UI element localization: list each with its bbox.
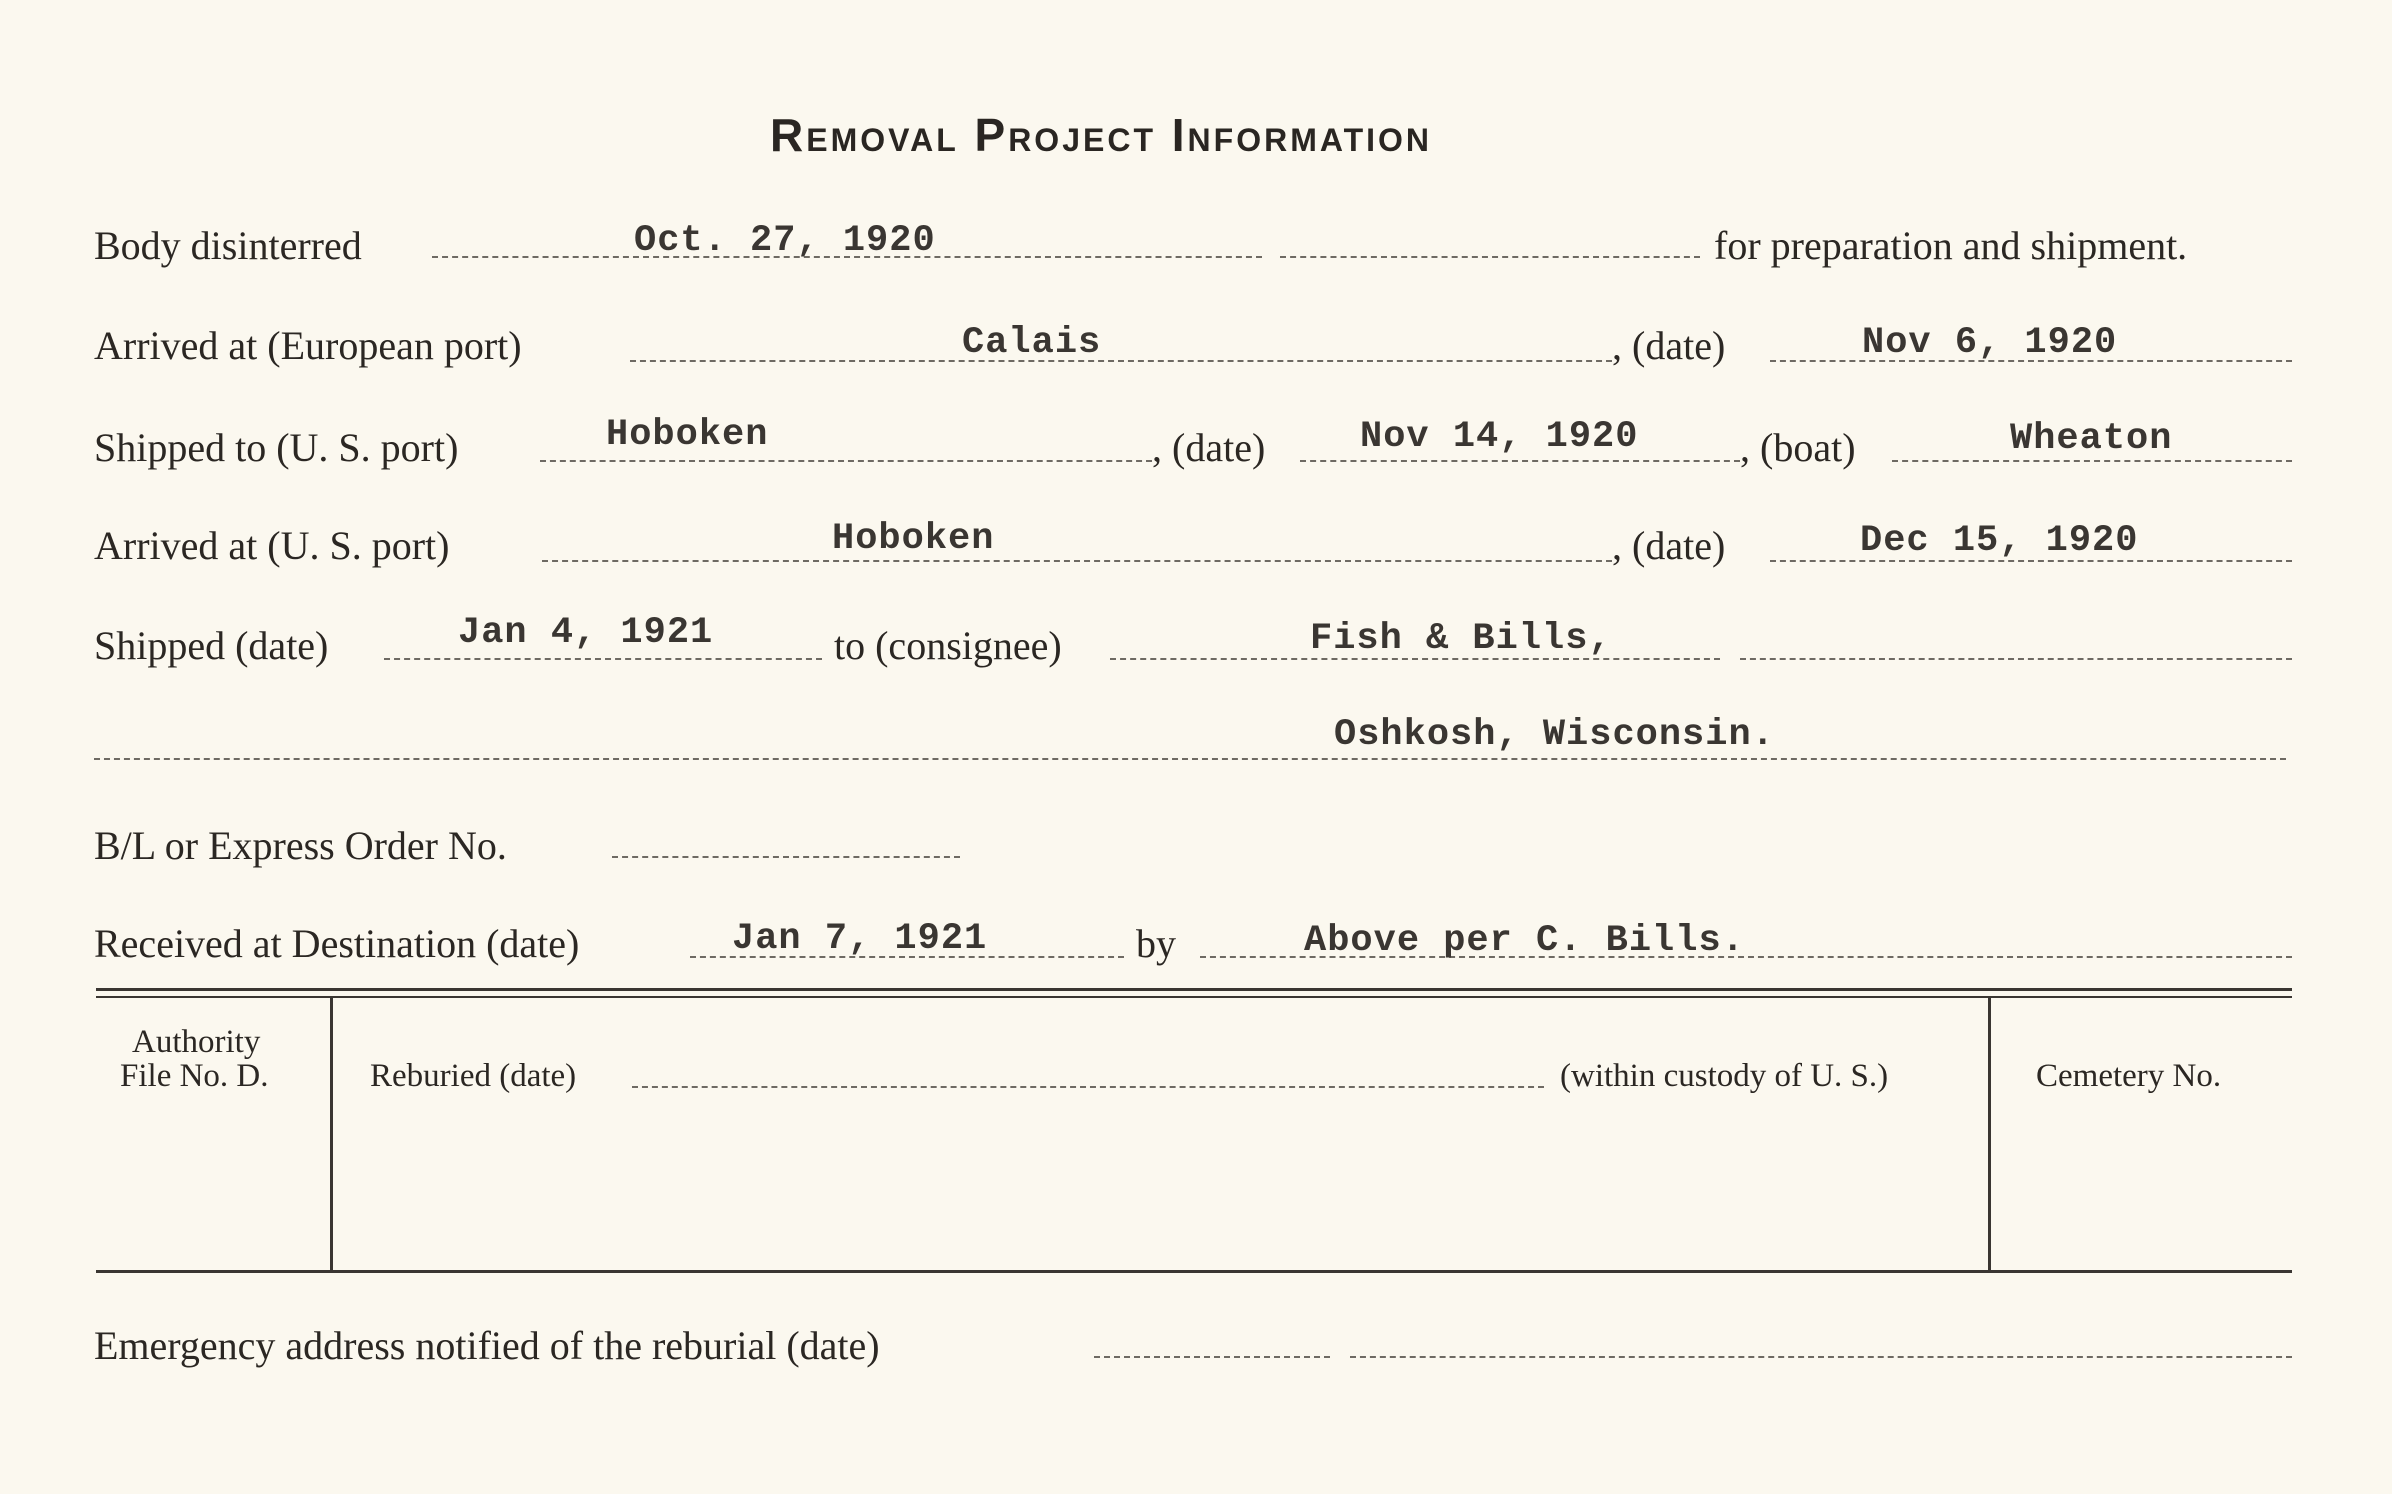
table-top-rule-2 — [96, 996, 2292, 998]
arrived-us-label: Arrived at (U. S. port) — [94, 523, 450, 568]
page-title: Removal Project Information — [770, 109, 1433, 161]
reburied-line — [632, 1086, 1544, 1088]
boat-line — [1892, 460, 2292, 462]
reburied-label: Reburied (date) — [370, 1058, 577, 1094]
us-shipped-date-line — [1300, 460, 1740, 462]
table-bottom-rule — [96, 1270, 2292, 1273]
boat-value[interactable]: Wheaton — [2010, 418, 2173, 460]
authority-label-line1: Authority — [132, 1024, 261, 1060]
us-arrived-date-label: , (date) — [1612, 523, 1726, 568]
consignee-value[interactable]: Fish & Bills, — [1310, 618, 1612, 660]
consignee-line-2 — [1740, 658, 2292, 660]
shipped-date-value[interactable]: Jan 4, 1921 — [458, 612, 714, 654]
shipped-date-line — [384, 658, 822, 660]
european-port-line — [630, 360, 1612, 362]
emergency-line-2 — [1350, 1356, 2292, 1358]
european-port-value[interactable]: Calais — [962, 322, 1102, 364]
us-port-arrived-value[interactable]: Hoboken — [832, 518, 995, 560]
arrived-european-label: Arrived at (European port) — [94, 323, 522, 368]
consignee-address-value[interactable]: Oshkosh, Wisconsin. — [1334, 714, 1775, 756]
us-shipped-date-label: , (date) — [1152, 425, 1266, 470]
european-date-value[interactable]: Nov 6, 1920 — [1862, 322, 2118, 364]
to-consignee-label: to (consignee) — [834, 623, 1062, 668]
received-date-value[interactable]: Jan 7, 1921 — [732, 918, 988, 960]
emergency-line — [1094, 1356, 1330, 1358]
consignee-address-line — [94, 758, 2286, 760]
emergency-label: Emergency address notified of the reburial (date) — [94, 1323, 880, 1368]
by-label: by — [1136, 921, 1176, 966]
within-custody-label: (within custody of U. S.) — [1560, 1058, 1889, 1094]
us-port-shipped-value[interactable]: Hoboken — [606, 414, 769, 456]
body-disinterred-label: Body disinterred — [94, 223, 362, 268]
table-divider-left — [330, 998, 333, 1270]
for-preparation-label: for preparation and shipment. — [1714, 223, 2188, 268]
received-label: Received at Destination (date) — [94, 921, 580, 966]
bl-line — [612, 856, 960, 858]
table-top-rule — [96, 988, 2292, 991]
us-port-shipped-line — [540, 460, 1152, 462]
shipped-date-label: Shipped (date) — [94, 623, 329, 668]
us-arrived-date-value[interactable]: Dec 15, 1920 — [1860, 520, 2139, 562]
cemetery-label: Cemetery No. — [2036, 1058, 2222, 1094]
body-disinterred-value[interactable]: Oct. 27, 1920 — [634, 220, 936, 262]
us-shipped-date-value[interactable]: Nov 14, 1920 — [1360, 416, 1639, 458]
us-port-arrived-line — [542, 560, 1612, 562]
bl-label: B/L or Express Order No. — [94, 823, 507, 868]
authority-label-line2: File No. D. — [120, 1058, 269, 1094]
european-date-label: , (date) — [1612, 323, 1726, 368]
boat-label: , (boat) — [1740, 425, 1856, 470]
table-divider-right — [1988, 998, 1991, 1270]
shipped-to-label: Shipped to (U. S. port) — [94, 425, 459, 470]
received-by-value[interactable]: Above per C. Bills. — [1304, 920, 1745, 962]
body-disinterred-line-2 — [1280, 256, 1700, 258]
